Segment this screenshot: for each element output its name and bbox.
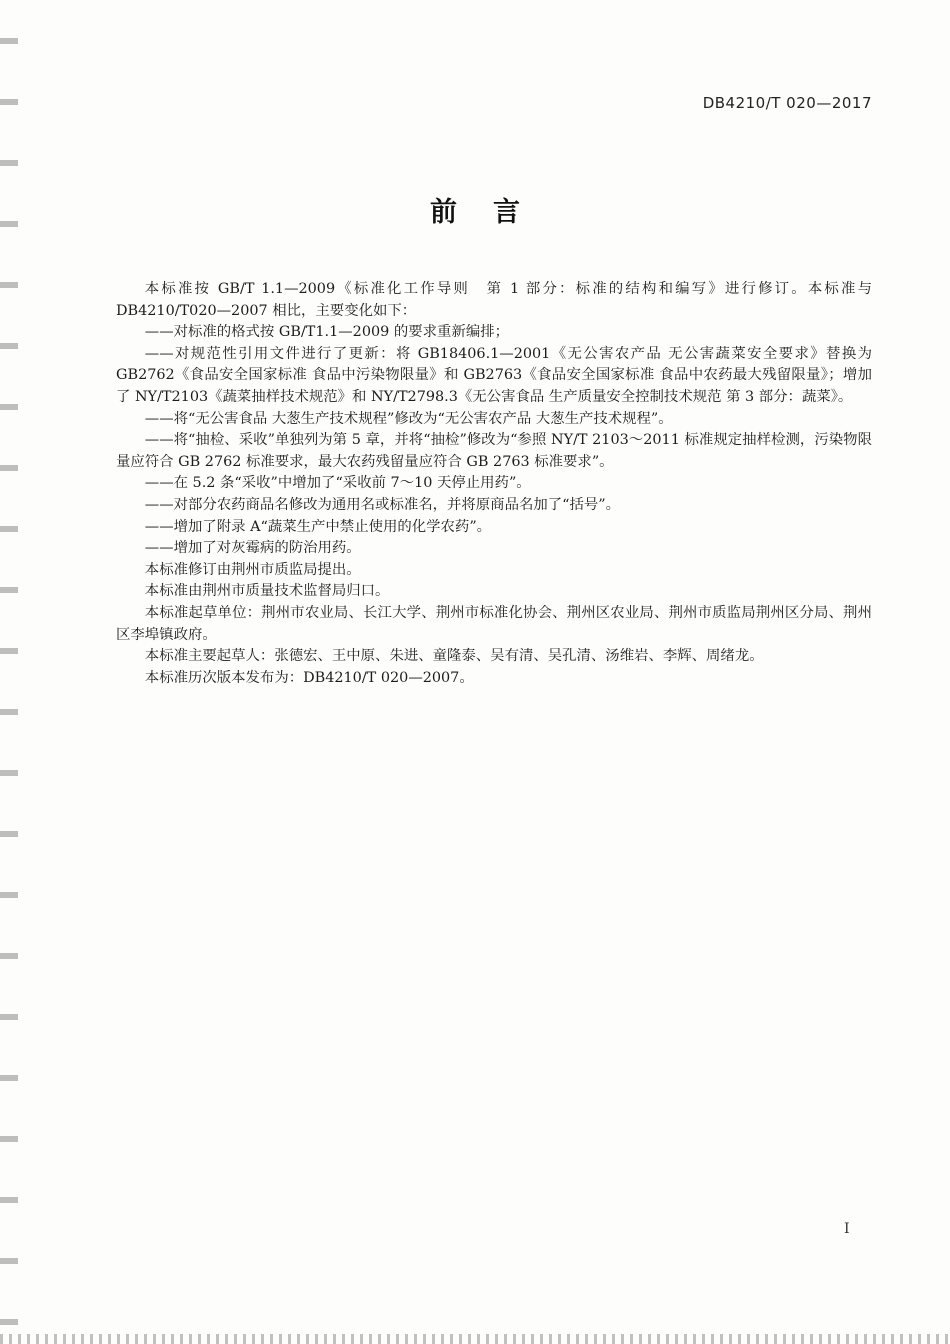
paragraph: 本标准主要起草人：张德宏、王中原、朱进、童隆泰、吴有清、吴孔清、汤维岩、李辉、周绪龙。 bbox=[144, 648, 764, 665]
paragraph: 本标准由荆州市质量技术监督局归口。 bbox=[144, 583, 390, 600]
standard-code: DB4210/T 020—2017 bbox=[702, 94, 872, 112]
paragraph: ——增加了对灰霉病的防治用药。 bbox=[144, 540, 361, 557]
preface-body bbox=[116, 279, 872, 689]
paragraph: ——增加了附录 A“蔬菜生产中禁止使用的化学农药”。 bbox=[144, 518, 492, 535]
paragraph: 本标准历次版本发布为：DB4210/T 020—2007。 bbox=[144, 669, 474, 686]
paragraph: ——对标准的格式按 GB/T1.1—2009 的要求重新编排； bbox=[144, 324, 510, 341]
paragraph: ——将“抽检、采收”单独列为第 5 章，并将“抽检”修改为“参照 NY/T 2103～2011 标准规定抽样检测，污染物限量应符合 GB 2762 标准要求，最大农药残留量应符合 GB 2763 标准要求”。 bbox=[116, 432, 872, 470]
paragraph: ——对部分农药商品名修改为通用名或标准名，并将原商品名加了“括号”。 bbox=[144, 496, 621, 513]
paragraph: 本标准起草单位：荆州市农业局、长江大学、荆州市标准化协会、荆州区农业局、荆州市质监局荆州区分局、荆州区李埠镇政府。 bbox=[116, 604, 872, 643]
paragraph: 本标准修订由荆州市质监局提出。 bbox=[144, 561, 361, 578]
page-title: 前言 bbox=[430, 197, 556, 228]
scan-bottom-edge bbox=[0, 1334, 950, 1344]
paragraph: ——在 5.2 条“采收”中增加了“采收前 7～10 天停止用药”。 bbox=[144, 475, 531, 492]
page-number: I bbox=[844, 1221, 850, 1237]
paragraph: ——将“无公害食品 大葱生产技术规程”修改为“无公害农产品 大葱生产技术规程”。 bbox=[144, 410, 673, 427]
paragraph: ——对规范性引用文件进行了更新：将 GB18406.1—2001《无公害农产品 无公害蔬菜安全要求》替换为 GB2762《食品安全国家标准 食品中污染物限量》和 GB2763《食品安全国家标准 食品中农药最大残留限量》；增加了 NY/T2103《蔬菜抽样技术规范》和 NY/T2798.3《无公害食品 生产质量安全控制技术规范 第 3 部分：蔬菜》。 bbox=[116, 345, 872, 405]
paragraph: 本标准按 GB/T 1.1—2009《标准化工作导则 第 1 部分：标准的结构和编写》进行修订。本标准与 DB4210/T020—2007 相比，主要变化如下： bbox=[116, 281, 872, 319]
